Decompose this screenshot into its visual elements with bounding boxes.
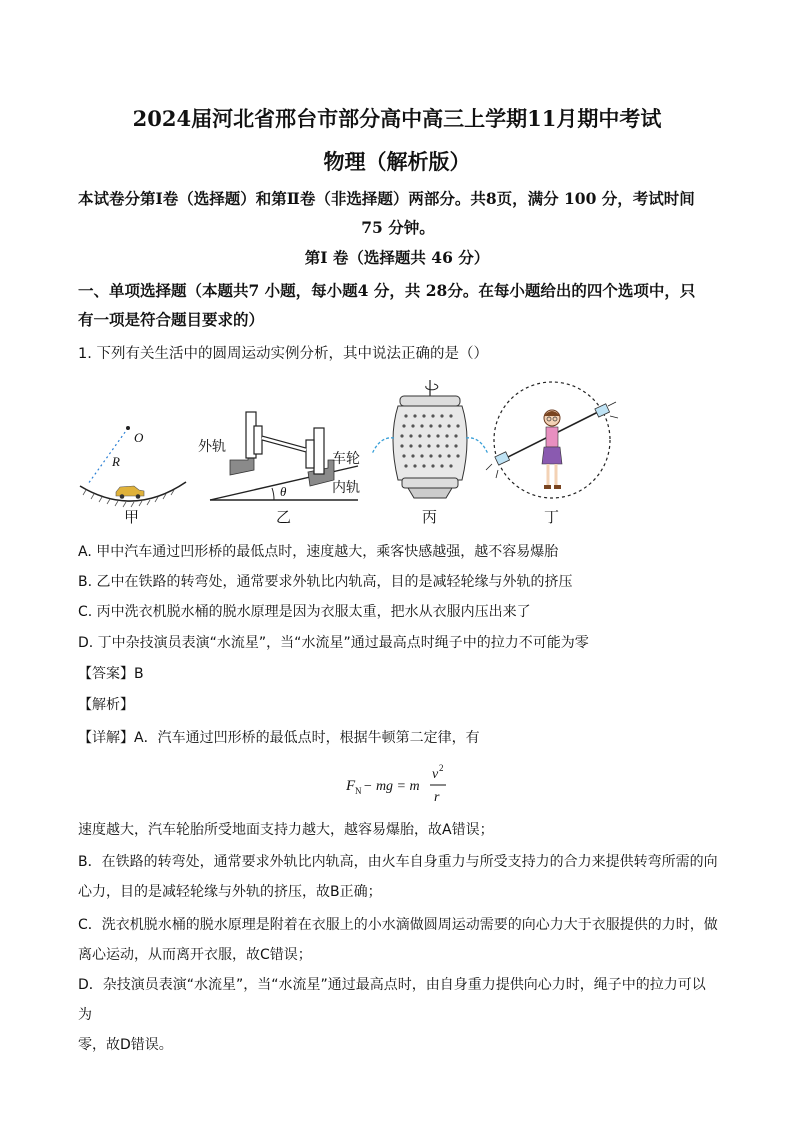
explanation-c-line-2: 离心运动，从而离开衣服，故C错误； <box>78 947 312 963</box>
label-inner-rail: 内轨 <box>332 480 360 496</box>
figure-yi <box>198 412 360 526</box>
drum-top-ring <box>400 396 460 406</box>
water-spray-right <box>466 438 488 454</box>
exam-subtitle: 物理（解析版） <box>323 149 471 174</box>
option-c: C. 丙中洗衣机脱水桶的脱水原理是因为衣服太重，把水从衣服内压出来了 <box>78 604 531 620</box>
formula-F: F <box>346 778 356 794</box>
newton-second-law-formula <box>346 760 456 810</box>
explanation-b-line-1: B．在铁路的转弯处，通常要求外轨比内轨高，由火车自身重力与所受支持力的合力来提供转弯所需的向 <box>78 854 718 870</box>
angle-theta: θ <box>280 484 287 499</box>
performer-girl-icon <box>542 410 562 489</box>
explanation-d-line-2: 零，故D错误。 <box>78 1037 173 1053</box>
cup-right-icon <box>595 404 610 417</box>
formula-sub-N: N <box>355 786 362 796</box>
rotation-arrow-icon <box>426 384 438 390</box>
formula-superscript: 2 <box>439 763 444 773</box>
exam-instructions <box>78 184 718 242</box>
label-outer-rail: 外轨 <box>198 439 226 455</box>
wheel-right <box>314 428 324 474</box>
option-d: D. 丁中杂技演员表演“水流星”，当“水流星”通过最高点时绳子中的拉力不可能为零 <box>78 635 589 651</box>
cup-left-icon <box>495 452 510 465</box>
label-jia: 甲 <box>124 508 140 526</box>
detail-intro: 【详解】A．汽车通过凹形桥的最低点时，根据牛顿第二定律，有 <box>78 730 480 746</box>
explanation-a: 速度越大，汽车轮胎所受地面支持力越大，越容易爆胎，故A错误； <box>78 822 494 838</box>
formula-middle: − mg = m <box>363 779 420 794</box>
section-heading-line-1: 一、单项选择题（本题共7 小题，每小题4 分，共 28分。在每小题给出的四个选项中，只 <box>78 281 696 300</box>
explanation-b-line-2: 心力，目的是减轻轮缘与外轨的挤压，故B正确； <box>78 884 382 900</box>
explanation-d <box>78 970 718 1060</box>
explanation-c-line-1: C．洗衣机脱水桶的脱水原理是附着在衣服上的小水滴做圆周运动需要的向心力大于衣服提供的力时，做 <box>78 917 718 933</box>
center-point <box>126 426 130 430</box>
formula-denominator: r <box>434 790 440 805</box>
part-title: 第Ⅰ 卷（选择题共 46 分） <box>304 248 490 267</box>
option-b: B. 乙中在铁路的转弯处，通常要求外轨比内轨高，目的是减轻轮缘与外轨的挤压 <box>78 574 573 590</box>
label-bing: 丙 <box>422 508 438 526</box>
car-icon <box>116 486 144 499</box>
question-stem: 1. 下列有关生活中的圆周运动实例分析，其中说法正确的是（） <box>78 346 488 362</box>
instructions-line-1: 本试卷分第Ⅰ卷（选择题）和第Ⅱ卷（非选择题）两部分。共8页，满分 100 分，考试时间 <box>78 189 695 208</box>
label-wheel: 车轮 <box>332 451 360 467</box>
radius-label-R: R <box>112 454 120 469</box>
analysis-label: 【解析】 <box>78 697 134 713</box>
section-heading-line-2: 有一项是符合题目要求的） <box>78 310 265 329</box>
explanation-d-line-1: D．杂技演员表演“水流星”，当“水流星”通过最高点时，由自身重力提供向心力时，绳子中的拉力可以为 <box>78 977 706 1023</box>
figure-ding <box>486 382 618 526</box>
formula-numerator: v <box>432 767 439 782</box>
section-heading <box>78 276 718 334</box>
label-ding: 丁 <box>544 508 560 526</box>
answer: 【答案】B <box>78 666 144 682</box>
water-spray-left <box>372 438 394 454</box>
instructions-line-2: 75 分钟。 <box>361 218 435 237</box>
center-label-O: O <box>134 430 144 445</box>
radius-line <box>88 428 128 484</box>
question-figures <box>78 378 718 528</box>
exam-title: 2024届河北省邢台市部分高中高三上学期11月期中考试 <box>132 106 662 131</box>
figure-bing <box>372 380 488 526</box>
label-yi: 乙 <box>276 508 292 526</box>
explanation-c <box>78 910 718 970</box>
option-a: A. 甲中汽车通过凹形桥的最低点时，速度越大，乘客快感越强，越不容易爆胎 <box>78 544 559 560</box>
figure-jia <box>80 426 186 526</box>
drum-body <box>393 406 467 480</box>
explanation-b <box>78 847 718 907</box>
